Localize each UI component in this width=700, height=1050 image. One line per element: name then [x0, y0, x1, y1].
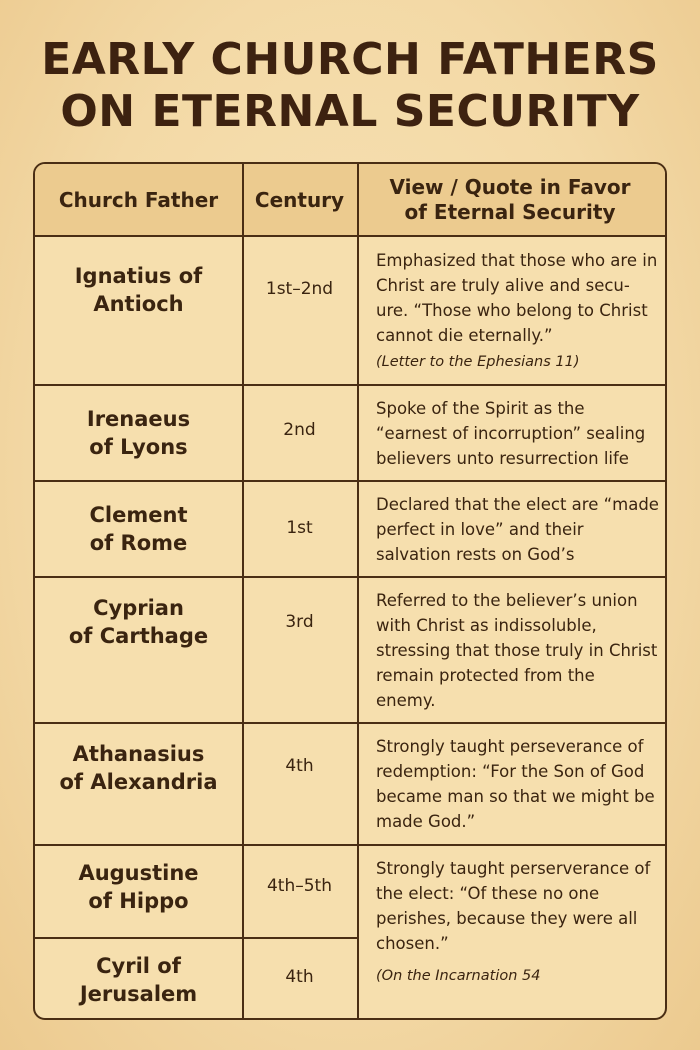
view-text: Spoke of the Spirit as the “earnest of incorruption” sealing believers unto resurrection life [376, 399, 646, 468]
view-text: Declared that the elect are “made perfect in love” and their salvation rests on God’s [376, 495, 659, 564]
view-text: Strongly taught perserverance of the elect: “Of these no one perishes, because they were all chosen.” [376, 859, 651, 953]
view-citation: (On the Incarnation 54 [376, 968, 541, 984]
century-value: 4th–5th [266, 876, 332, 896]
view-quote [357, 396, 667, 478]
title-line-1: EARLY CHURCH FATHERS [41, 34, 659, 85]
father-name: Augustine of Hippo [78, 860, 199, 913]
father-name: Cyprian of Carthage [68, 596, 209, 648]
century-value: 4th [285, 756, 314, 776]
father-name: Clement of Rome [89, 503, 188, 555]
century-value: 4th [285, 967, 314, 987]
title-line-2: ON ETERNAL SECURITY [60, 86, 640, 137]
view-text: Strongly taught perseverance of redemption: “For the Son of God became man so that we might be made God.” [376, 737, 655, 831]
father-name: Irenaeus of Lyons [86, 407, 191, 459]
century-value: 2nd [283, 420, 316, 440]
view-quote [357, 588, 667, 718]
century-value: 1st–2nd [265, 279, 334, 299]
view-citation: (Letter to the Ephesians 11) [376, 354, 580, 370]
view-text: Emphasized that those who are in Christ are truly alive and secu- ure. “Those who belong to Christ cannot die eternally.” [376, 251, 658, 345]
header-church-father: Church Father [58, 187, 219, 212]
page-title [0, 34, 700, 138]
father-name: Ignatius of Antioch [74, 264, 203, 316]
header-century: Century [254, 187, 345, 212]
century-value: 1st [286, 518, 313, 538]
view-quote [357, 248, 667, 388]
father-name: Athanasius of Alexandria [59, 742, 218, 794]
header-view: View / Quote in Favor of Eternal Security [389, 175, 631, 224]
view-quote [357, 492, 667, 574]
century-value: 3rd [285, 612, 314, 632]
view-text: Referred to the believer’s union with Christ as indissoluble, stressing that those truly in Christ remain protected from the enemy. [376, 591, 658, 710]
fathers-table [33, 162, 667, 1020]
view-quote [357, 856, 667, 986]
father-name: Cyril of Jerusalem [79, 953, 198, 1006]
view-quote [357, 734, 667, 842]
